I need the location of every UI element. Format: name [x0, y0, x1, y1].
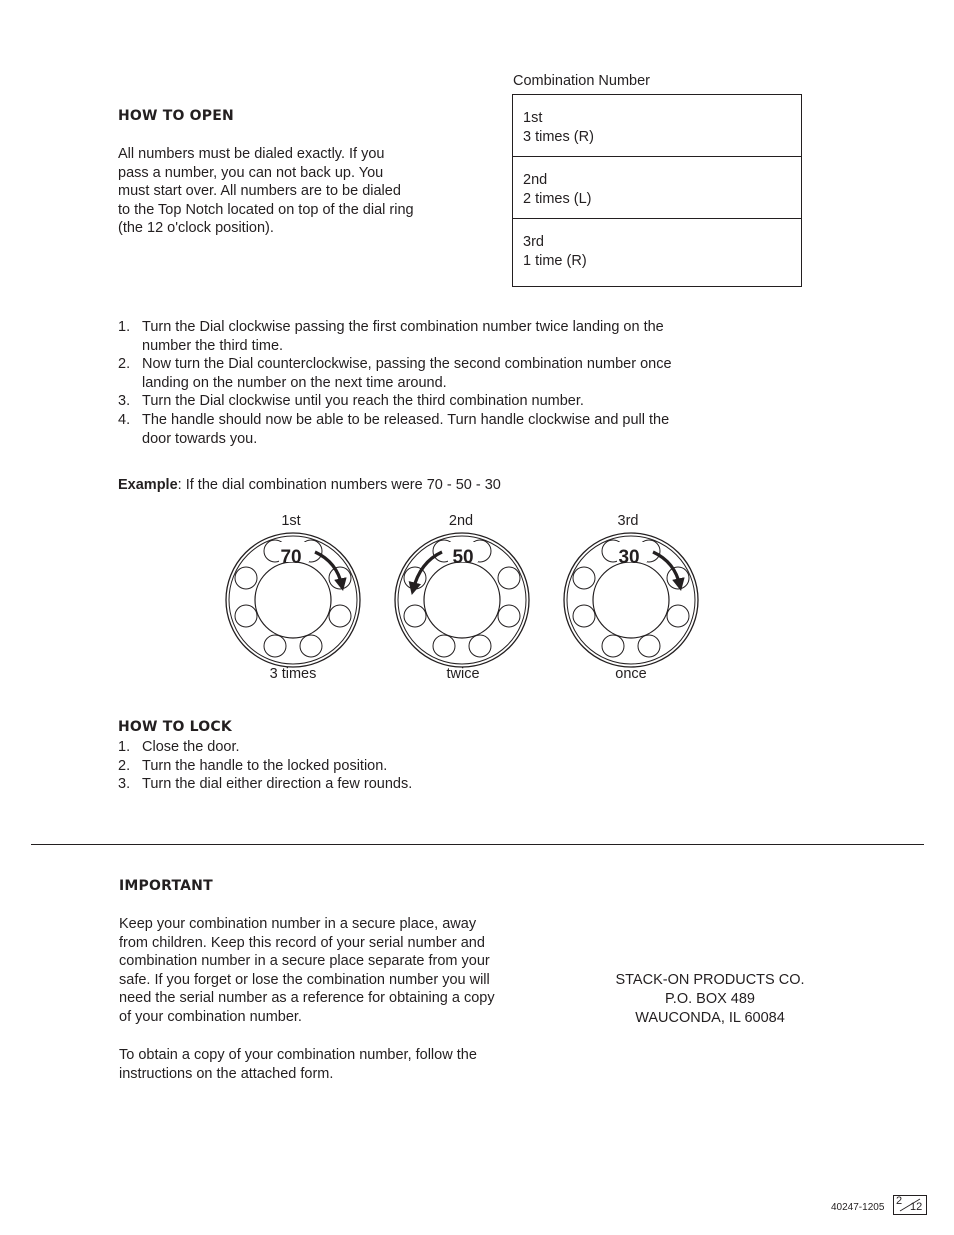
important-line: need the serial number as a reference for obtaining a copy	[119, 990, 495, 1007]
city-state-zip: WAUCONDA, IL 60084	[635, 1010, 785, 1026]
section-divider	[31, 844, 924, 845]
combination-ordinal: 3rd	[523, 234, 544, 250]
combination-turns: 1 time (R)	[523, 253, 587, 269]
important-line: Keep your combination number in a secure place, away	[119, 916, 477, 932]
lock-step	[118, 757, 518, 776]
how-to-lock-heading: HOW TO LOCK	[118, 719, 232, 735]
page-number	[893, 1195, 927, 1215]
how-to-open-intro	[118, 145, 458, 238]
important-line: from children. Keep this record of your serial number and	[119, 934, 485, 951]
step-line: The handle should now be able to be released. Turn handle clockwise and pull the	[142, 411, 670, 428]
dial-2-bottom-label: twice	[446, 666, 480, 682]
combination-row	[513, 219, 801, 281]
combination-turns: 3 times (R)	[523, 129, 594, 145]
dial-3	[564, 533, 698, 667]
step-number: 4.	[118, 411, 131, 428]
example-line	[118, 477, 501, 493]
step-number: 1.	[118, 739, 131, 755]
example-label: Example	[118, 477, 178, 493]
step-number: 1.	[118, 319, 131, 335]
dial-3-arrow	[653, 552, 680, 586]
lock-step	[118, 738, 518, 757]
important-line: safe. If you forget or lose the combination number you will	[119, 971, 490, 988]
step-number: 2.	[118, 356, 131, 373]
dial-3-top-label: 3rd	[617, 513, 639, 529]
combination-table	[512, 94, 802, 287]
intro-line: All numbers must be dialed exactly. If you	[118, 146, 385, 162]
dial-3-bottom-label: once	[615, 666, 647, 682]
step-number: 3.	[118, 776, 131, 793]
lock-steps-list	[118, 738, 518, 794]
combination-row	[513, 95, 801, 157]
page-total: 12	[910, 1201, 923, 1213]
important-line: To obtain a copy of your combination number, follow the	[119, 1047, 477, 1063]
important-line: combination number in a secure place separate from your	[119, 953, 490, 970]
dial-1-arrow	[315, 552, 342, 586]
dial-2-top-label: 2nd	[448, 513, 474, 529]
step-line: Turn the dial either direction a few rounds.	[142, 776, 413, 793]
dial-1-bottom-label: 3 times	[269, 666, 317, 682]
step-number: 2.	[118, 757, 131, 774]
step-number: 3.	[118, 393, 131, 410]
important-line: instructions on the attached form.	[119, 1065, 334, 1082]
step-line: Turn the Dial clockwise passing the first combination number twice landing on the	[142, 319, 664, 335]
combination-ordinal: 1st	[523, 110, 543, 126]
step-line: door towards you.	[142, 430, 258, 447]
combination-title: Combination Number	[513, 73, 651, 89]
example-text: : If the dial combination numbers were 70 - 50 - 30	[177, 477, 501, 493]
dial-3-number: 30	[618, 547, 640, 568]
important-line: of your combination number.	[119, 1008, 302, 1025]
intro-line: pass a number, you can not back up. You	[118, 164, 384, 181]
important-heading: IMPORTANT	[119, 878, 213, 894]
step-line: number the third time.	[142, 337, 284, 354]
page-current: 2	[896, 1195, 903, 1207]
step-line: Now turn the Dial counterclockwise, passing the second combination number once	[142, 356, 672, 373]
step-line: Turn the Dial clockwise until you reach the third combination number.	[142, 393, 584, 410]
open-step	[118, 392, 738, 411]
combination-row	[513, 157, 801, 219]
open-step	[118, 355, 738, 392]
company-name: STACK-ON PRODUCTS CO.	[615, 972, 805, 988]
dial-2-number: 50	[452, 547, 474, 568]
dial-1-top-label: 1st	[281, 513, 301, 529]
dial-1	[226, 533, 360, 667]
lock-step	[118, 775, 518, 794]
open-steps-list	[118, 318, 738, 448]
intro-line: must start over. All numbers are to be dialed	[118, 183, 401, 200]
step-line: landing on the number on the next time around.	[142, 374, 447, 391]
important-paragraph-2	[119, 1046, 539, 1083]
dial-1-number: 70	[280, 547, 302, 568]
step-line: Turn the handle to the locked position.	[142, 757, 388, 774]
open-step	[118, 318, 738, 355]
document-code: 40247-1205	[831, 1202, 885, 1213]
intro-line: (the 12 o'clock position).	[118, 220, 274, 237]
company-address	[560, 971, 860, 1028]
step-line: Close the door.	[142, 739, 240, 755]
how-to-open-heading: HOW TO OPEN	[118, 108, 234, 124]
po-box: P.O. BOX 489	[664, 991, 755, 1007]
important-paragraph-1	[119, 915, 539, 1027]
combination-turns: 2 times (L)	[523, 191, 592, 207]
dials-illustration	[220, 528, 700, 670]
open-step	[118, 411, 738, 448]
combination-ordinal: 2nd	[523, 172, 548, 188]
intro-line: to the Top Notch located on top of the dial ring	[118, 201, 414, 218]
dial-2	[395, 533, 529, 667]
